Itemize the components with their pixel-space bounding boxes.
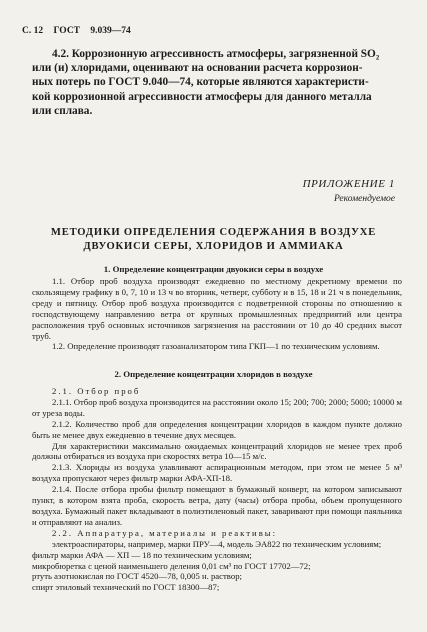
list-item: электроаспираторы, например, марки ПРУ—4, модель ЭА822 по техническим условиям; [52, 538, 382, 549]
appendix-title-line: ДВУОКИСИ СЕРЫ, ХЛОРИДОВ И АММИАКА [83, 240, 344, 252]
list-item: ртуть азотнокислая по ГОСТ 4520—78, 0,005 н. раствор; [32, 571, 242, 582]
section-2-body [32, 386, 402, 593]
page-number: С. 12 [22, 26, 44, 36]
section-1-heading: 1. Определение концентрации двуокиси серы в воздухе [103, 264, 324, 274]
appendix-title-line: МЕТОДИКИ ОПРЕДЕЛЕНИЯ СОДЕРЖАНИЯ В ВОЗДУХЕ [50, 227, 377, 238]
paragraph-2-1-1: 2.1.1. Отбор проб воздуха производится на расстоянии около 15; 200; 700; 2000; 5000; 10000 м от уреза воды. [32, 396, 402, 418]
standard-code: ГОСТ [53, 26, 81, 36]
paragraph-1-2: 1.2. Определение производят газоанализатором типа ГКП—1 по техническим условиям. [52, 341, 380, 352]
section-4-2-line: или сплава. [32, 104, 93, 117]
standard-number: 9.039—74 [90, 26, 131, 36]
page-header [22, 26, 139, 36]
appendix-title [20, 226, 407, 253]
section-4-2 [32, 47, 402, 118]
section-4-2-line: кой коррозионной агрессивности атмосферы для данного металла [32, 90, 372, 103]
appendix-status: Рекомендуемое [333, 194, 395, 204]
section-4-2-line: 4.2. Коррозионную агрессивность атмосферы, загрязненной SO₂ [52, 48, 380, 60]
section-4-2-line: или (и) хлоридами, оценивают на основании расчета коррозион- [32, 62, 363, 75]
paragraph-characteristics: Для характеристики максимально ожидаемых концентраций хлоридов не менее трех проб должны отбираться из воздуха при скоростях ветра 10—15 м/с. [32, 440, 402, 462]
subheading-2-2: 2.2. Аппаратура, материалы и реактивы: [52, 527, 278, 538]
section-4-2-line: ных потерь по ГОСТ 9.040—74, которые являются характеристи- [32, 76, 369, 89]
section-1-body [32, 276, 402, 352]
list-item: микробюретка с ценой наименьшего деления 0,01 см³ по ГОСТ 17702—72; [32, 560, 311, 571]
appendix-label: ПРИЛОЖЕНИЕ 1 [302, 178, 395, 190]
appendix-label-block [303, 178, 395, 204]
paragraph-2-1-2: 2.1.2. Количество проб для определения концентрации хлоридов в каждом пункте должно быть не менее двух ежедневно в течение двух месяцев. [32, 418, 402, 440]
list-item: фильтр марки АФА — ХП — 18 по техническим условиям; [32, 549, 252, 560]
subheading-2-1: 2.1. Отбор проб [52, 386, 141, 396]
paragraph-2-1-3: 2.1.3. Хлориды из воздуха улавливают аспирационным методом, при этом не менее 5 м³ воздуха пропускают через фильтр марки АФА-ХП-18. [32, 462, 402, 484]
section-2-heading: 2. Определение концентрации хлоридов в воздухе [114, 369, 313, 379]
paragraph-1-1: 1.1. Отбор проб воздуха производят ежедневно по местному декретному времени по скользящему графику в 0, 7, 10 и 13 ч во вторник, четверг, субботу и в 15, 18 и 21 ч в понедельник, среду и пятницу. Отбор проб воздуха производится с подветренной стороны по отношению к господствующему направлению ветра от крупных промышленных предприятий или центра расположения труб основных источников загрязнения на расстоянии от 10 до 40 средних высот труб. [32, 276, 402, 341]
list-item: спирт этиловый технический по ГОСТ 18300—87; [32, 582, 220, 593]
paragraph-2-1-4: 2.1.4. После отбора пробы фильтр помещают в бумажный конверт, на котором записывают пункт, в котором взята проба, скорость ветра, дату (часы) отбора пробы, объем пропущенного воздуха. Бумажный пакет вкладывают в полиэтиленовый пакет, заваривают при помощи паяльника и отправляют на анализ. [32, 484, 402, 527]
